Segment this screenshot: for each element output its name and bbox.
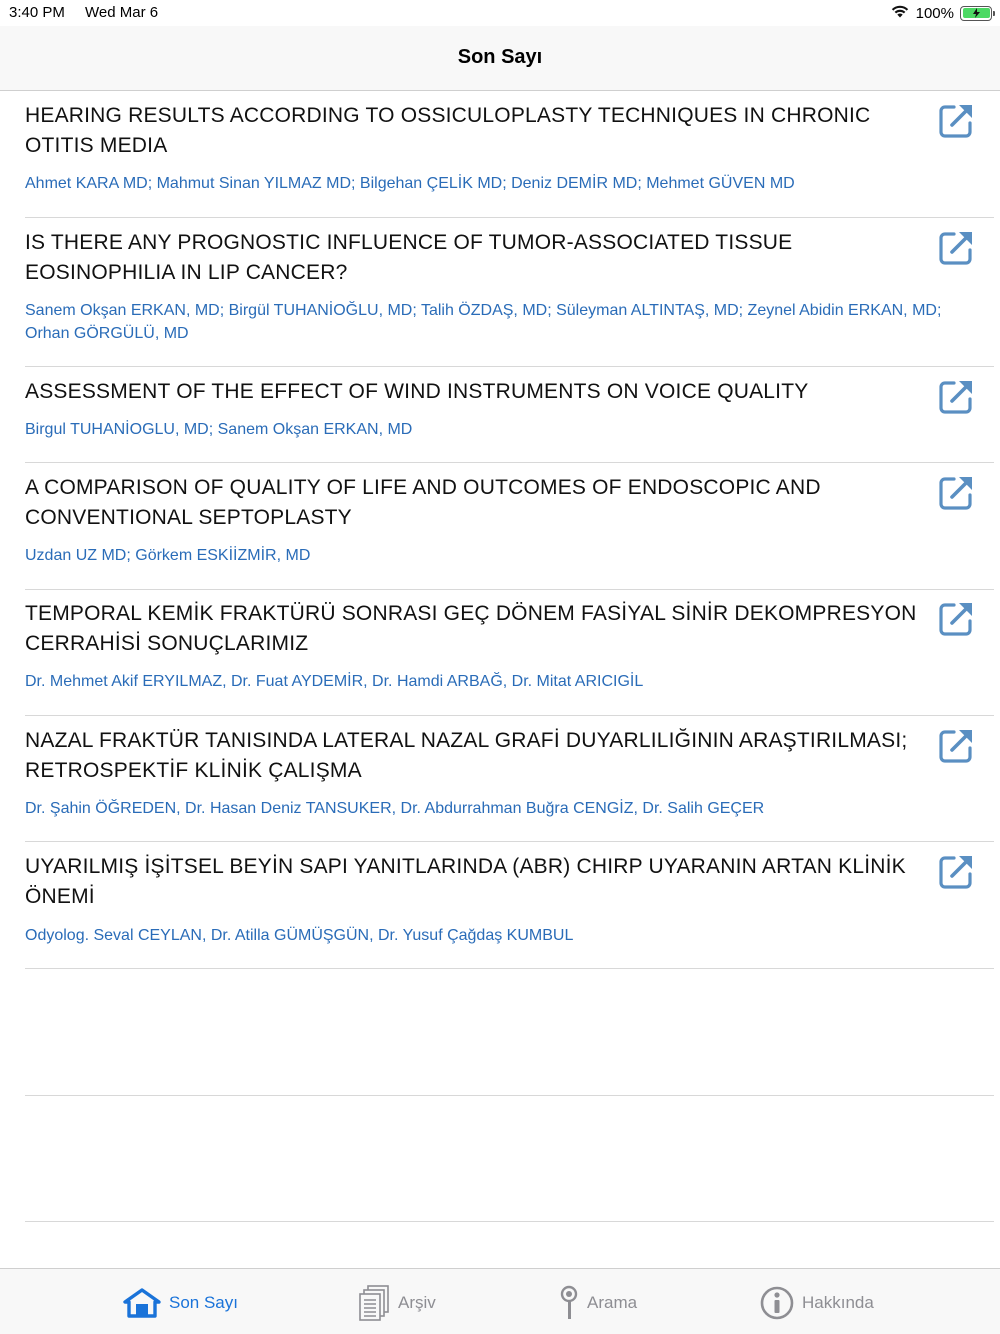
status-indicators (890, 3, 992, 23)
article-authors: Dr. Mehmet Akif ERYILMAZ, Dr. Fuat AYDEMİR, Dr. Hamdi ARBAĞ, Dr. Mitat ARICIGİL (25, 673, 644, 690)
navigation-bar (0, 26, 1000, 91)
open-external-button[interactable] (937, 376, 977, 416)
article-row[interactable] (0, 367, 1000, 463)
tab-label: Son Sayı (169, 1293, 238, 1312)
article-row[interactable] (0, 463, 1000, 590)
info-icon (760, 1286, 794, 1320)
status-time: 3:40 PM (9, 4, 65, 21)
external-link-icon (937, 100, 977, 140)
article-authors: Birgul TUHANİOGLU, MD; Sanem Okşan ERKAN, MD (25, 421, 413, 438)
tab-arama[interactable] (559, 1285, 637, 1321)
tab-hakkinda[interactable] (760, 1285, 874, 1321)
tab-son-sayi[interactable] (123, 1285, 238, 1321)
tab-label: Hakkında (802, 1293, 874, 1312)
article-title[interactable]: ASSESSMENT OF THE EFFECT OF WIND INSTRUMENTS ON VOICE QUALITY (25, 380, 809, 403)
row-divider (25, 968, 994, 969)
tab-arsiv[interactable] (358, 1285, 436, 1321)
tab-bar (0, 1268, 1000, 1334)
archive-icon (358, 1285, 390, 1321)
external-link-icon (937, 598, 977, 638)
tab-label: Arşiv (398, 1293, 436, 1312)
battery-icon (960, 6, 992, 21)
article-row[interactable] (0, 590, 1000, 716)
search-icon (559, 1285, 579, 1321)
article-authors: Sanem Okşan ERKAN, MD; Birgül TUHANİOĞLU, MD; Talih ÖZDAŞ, MD; Süleyman ALTINTAŞ, MD; Zeynel Abidin ERKAN, MD; Orhan GÖRGÜLÜ, MD (25, 302, 942, 342)
external-link-icon (937, 851, 977, 891)
article-title[interactable]: UYARILMIŞ İŞİTSEL BEYİN SAPI YANITLARINDA (ABR) CHIRP UYARANIN ARTAN KLİNİK ÖNEMİ (25, 855, 906, 908)
open-external-button[interactable] (937, 472, 977, 512)
article-authors: Ahmet KARA MD; Mahmut Sinan YILMAZ MD; Bilgehan ÇELİK MD; Deniz DEMİR MD; Mehmet GÜVEN MD (25, 175, 795, 192)
article-title[interactable]: HEARING RESULTS ACCORDING TO OSSICULOPLASTY TECHNIQUES IN CHRONIC OTITIS MEDIA (25, 104, 871, 157)
external-link-icon (937, 725, 977, 765)
article-row[interactable] (0, 218, 1000, 367)
article-title[interactable]: TEMPORAL KEMİK FRAKTÜRÜ SONRASI GEÇ DÖNEM FASİYAL SİNİR DEKOMPRESYON CERRAHİSİ SONUÇLARIMIZ (25, 602, 917, 655)
battery-percent: 100% (915, 4, 954, 22)
external-link-icon (937, 227, 977, 267)
home-icon (123, 1288, 161, 1318)
article-row[interactable] (0, 92, 1000, 218)
open-external-button[interactable] (937, 100, 977, 140)
article-authors: Uzdan UZ MD; Görkem ESKİİZMİR, MD (25, 547, 311, 564)
article-row[interactable] (0, 842, 1000, 969)
tab-label: Arama (587, 1293, 638, 1312)
article-authors: Dr. Şahin ÖĞREDEN, Dr. Hasan Deniz TANSUKER, Dr. Abdurrahman Buğra CENGİZ, Dr. Salih GEÇER (25, 800, 765, 817)
wifi-icon (890, 3, 910, 23)
article-title[interactable]: A COMPARISON OF QUALITY OF LIFE AND OUTCOMES OF ENDOSCOPIC AND CONVENTIONAL SEPTOPLASTY (25, 476, 821, 529)
article-title[interactable]: NAZAL FRAKTÜR TANISINDA LATERAL NAZAL GRAFİ DUYARLILIĞININ ARAŞTIRILMASI; RETROSPEKTİF KLİNİK ÇALIŞMA (25, 729, 908, 782)
article-authors: Odyolog. Seval CEYLAN, Dr. Atilla GÜMÜŞGÜN, Dr. Yusuf Çağdaş KUMBUL (25, 927, 574, 944)
open-external-button[interactable] (937, 598, 977, 638)
status-date: Wed Mar 6 (85, 4, 159, 21)
article-title[interactable]: IS THERE ANY PROGNOSTIC INFLUENCE OF TUMOR-ASSOCIATED TISSUE EOSINOPHILIA IN LIP CANCER? (25, 231, 793, 284)
open-external-button[interactable] (937, 725, 977, 765)
external-link-icon (937, 472, 977, 512)
external-link-icon (937, 376, 977, 416)
open-external-button[interactable] (937, 851, 977, 891)
page-title: Son Sayı (457, 46, 543, 68)
article-row[interactable] (0, 716, 1000, 842)
open-external-button[interactable] (937, 227, 977, 267)
empty-row-divider (25, 1095, 994, 1096)
empty-row-divider (25, 1221, 994, 1222)
status-bar (0, 0, 1000, 26)
